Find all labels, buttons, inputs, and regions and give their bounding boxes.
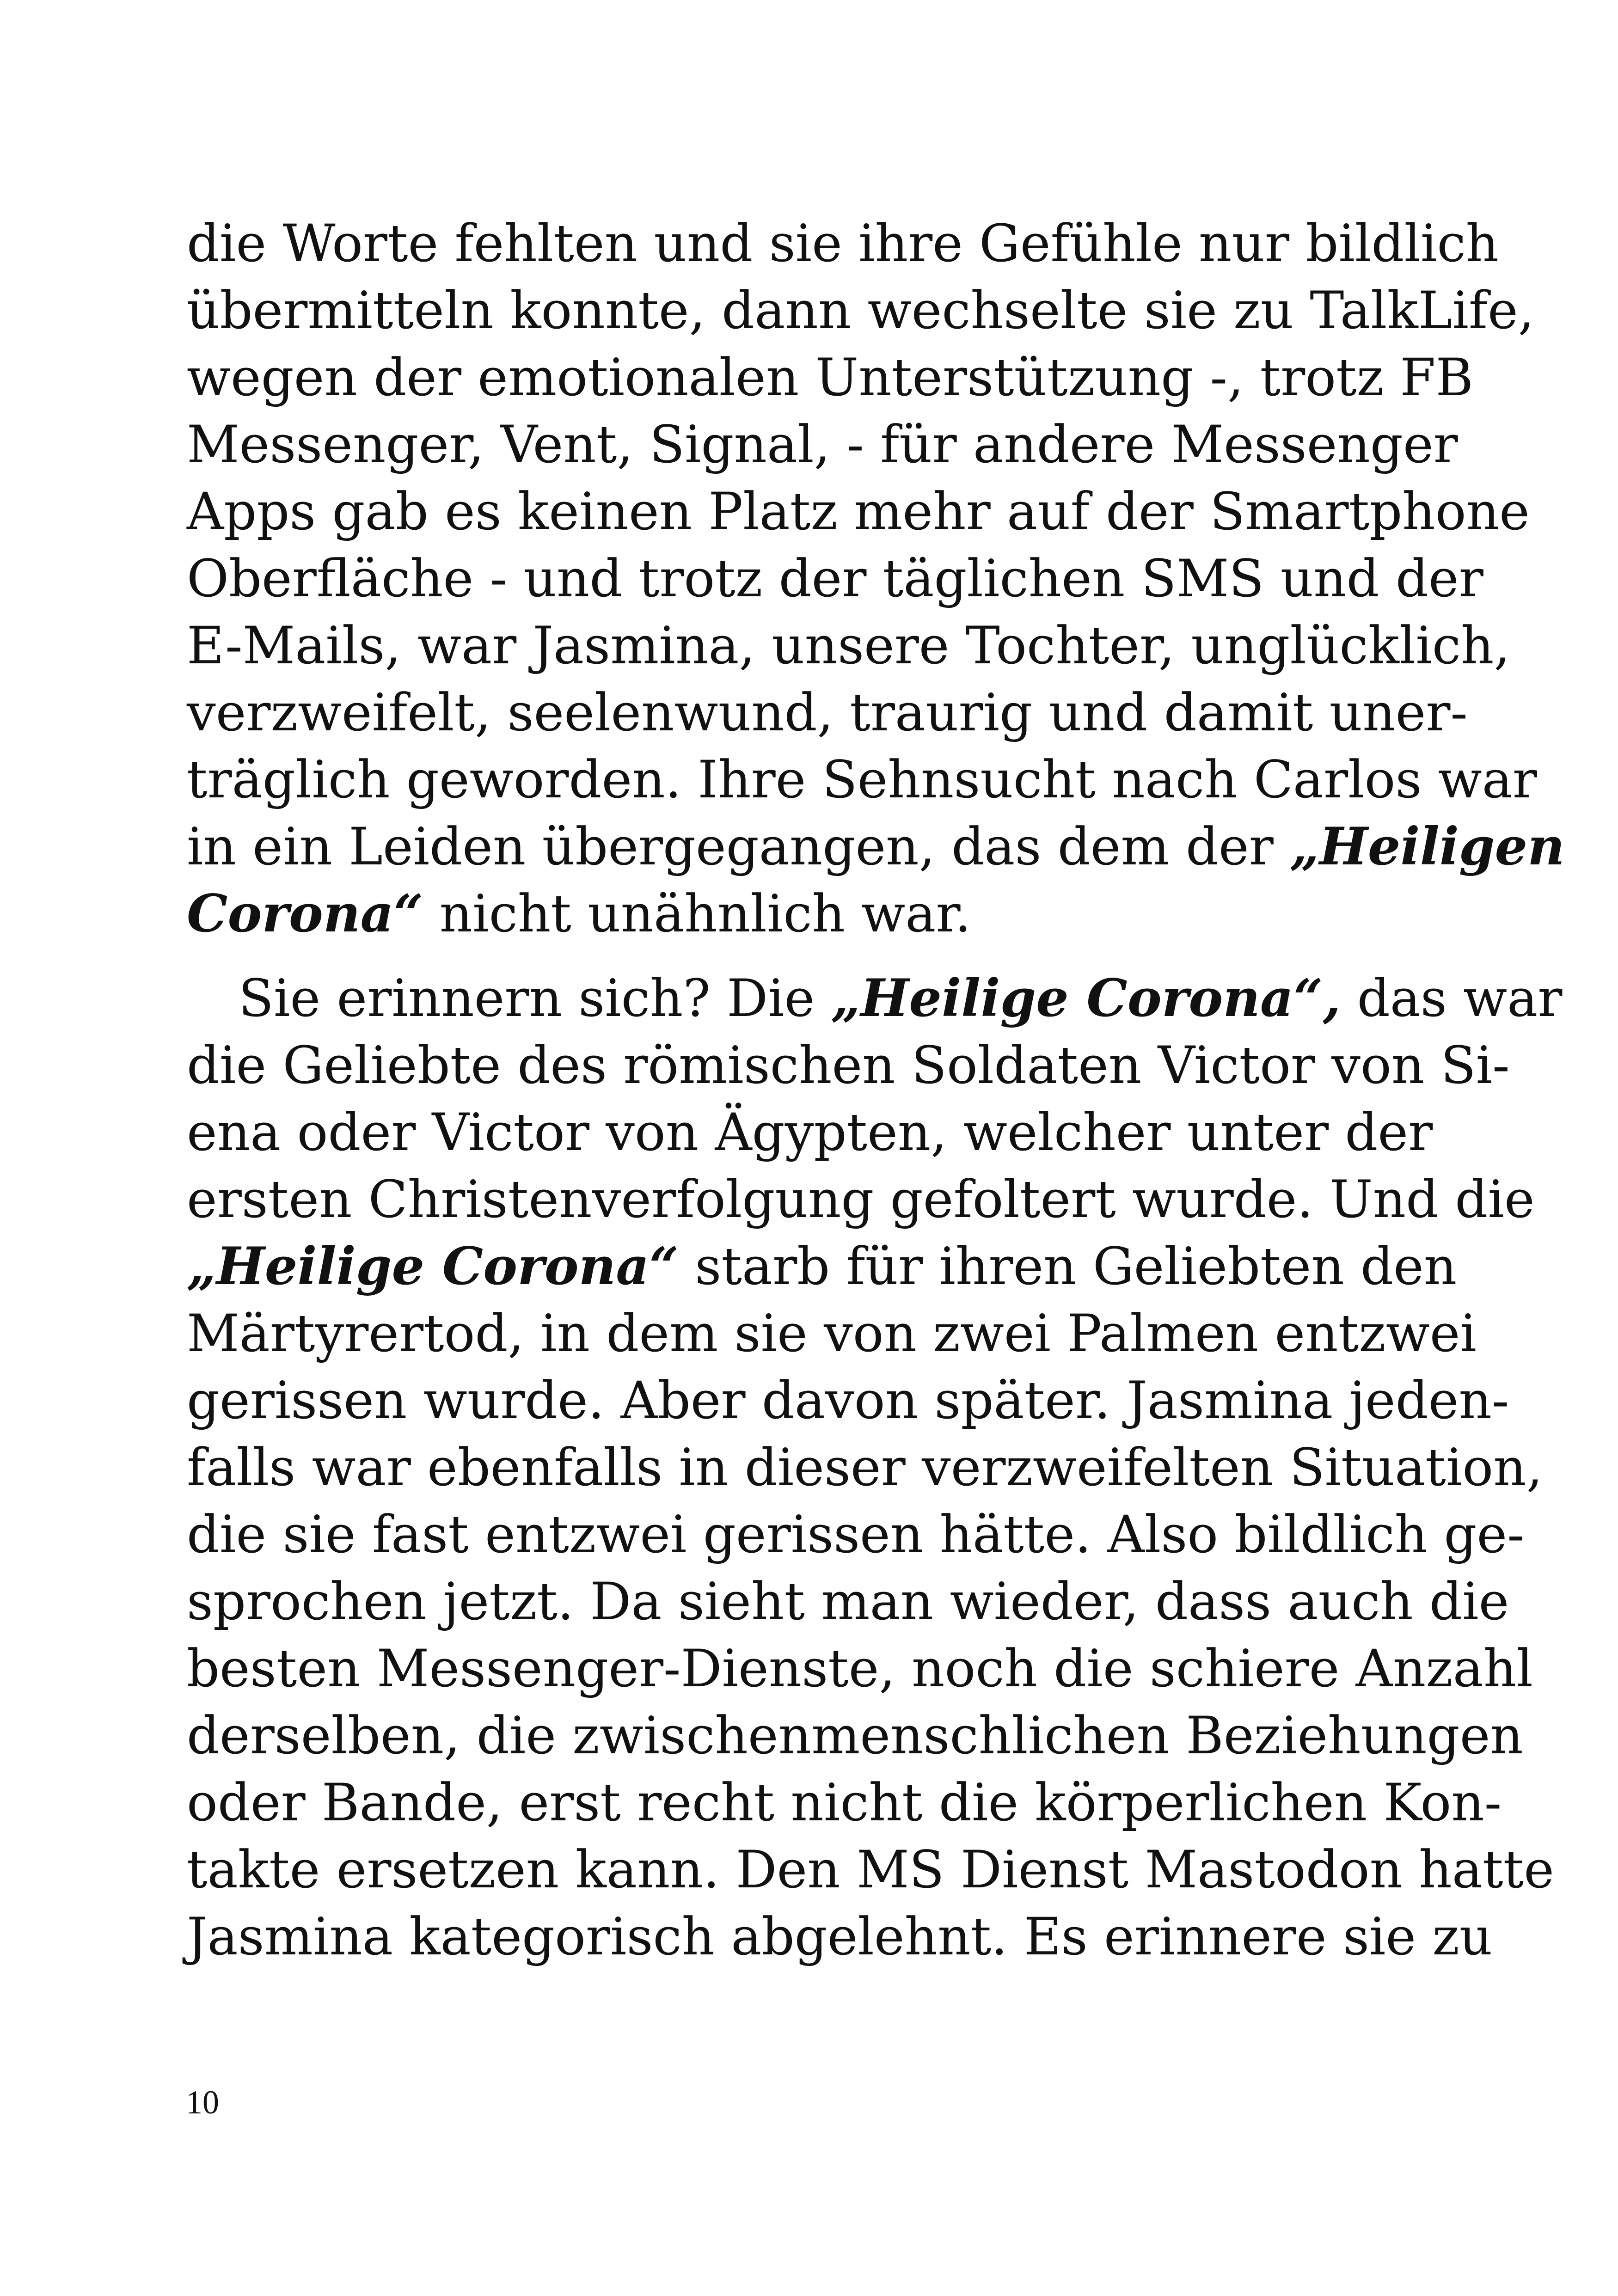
- text-line: träglich geworden. Ihre Sehnsucht nach Carlos war: [187, 750, 1537, 810]
- text-run: das war: [1341, 969, 1563, 1029]
- text-line: takte ersetzen kann. Den MS Dienst Mastodon hatte: [187, 1840, 1554, 1900]
- text-line: [187, 881, 1410, 948]
- text-line: E-Mails, war Jasmina, unsere Tochter, unglücklich,: [187, 616, 1510, 676]
- text-line: ersten Christenverfolgung gefoltert wurde. Und die: [187, 1170, 1535, 1230]
- text-line: gerissen wurde. Aber davon später. Jasmina jeden-: [187, 1371, 1509, 1431]
- paragraph-2: [187, 965, 1563, 1971]
- emphasis-heiligen: „Heiligen: [1290, 817, 1565, 877]
- text-line: Oberfläche - und trotz der täglichen SMS und der: [187, 549, 1483, 609]
- text-line: ena oder Victor von Ägypten, welcher unter der: [187, 1103, 1433, 1163]
- text-line: wegen der emotionalen Unterstützung -, trotz FB: [187, 348, 1474, 408]
- text-line: Märtyrertod, in dem sie von zwei Palmen entzwei: [187, 1304, 1477, 1364]
- text-run: nicht unähnlich war.: [423, 884, 971, 944]
- paragraph-1: [187, 210, 1565, 948]
- text-line: Apps gab es keinen Platz mehr auf der Smartphone: [187, 482, 1530, 542]
- text-line: besten Messenger-Dienste, noch die schiere Anzahl: [187, 1639, 1533, 1699]
- emphasis-heilige-corona: „Heilige Corona“,: [831, 968, 1341, 1029]
- text-run: Sie erinnern sich? Die: [239, 969, 831, 1029]
- text-line: sprochen jetzt. Da sieht man wieder, dass auch die: [187, 1572, 1509, 1632]
- text-line: derselben, die zwischenmenschlichen Beziehungen: [187, 1706, 1523, 1766]
- text-line: Jasmina kategorisch abgelehnt. Es erinnere sie zu: [187, 1907, 1493, 1967]
- text-run: in ein Leiden übergegangen, das dem der: [187, 817, 1290, 877]
- text-line: die sie fast entzwei gerissen hätte. Also bildlich ge-: [187, 1505, 1525, 1565]
- text-run: starb für ihren Geliebten den: [679, 1237, 1457, 1297]
- body-text: [187, 210, 1565, 1971]
- text-line: Messenger, Vent, Signal, - für andere Messenger: [187, 415, 1458, 475]
- emphasis-heilige-corona: „Heilige Corona“: [187, 1237, 679, 1297]
- text-line: [187, 965, 1563, 1032]
- page-number: 10: [186, 2084, 219, 2121]
- text-line: [187, 1233, 1457, 1300]
- text-line: verzweifelt, seelenwund, traurig und damit uner-: [187, 683, 1468, 743]
- text-line: falls war ebenfalls in dieser verzweifelten Situation,: [187, 1438, 1543, 1498]
- text-line: [187, 814, 1565, 881]
- emphasis-corona: Corona“: [187, 884, 423, 944]
- text-line: die Worte fehlten und sie ihre Gefühle nur bildlich: [187, 214, 1499, 274]
- text-line: die Geliebte des römischen Soldaten Victor von Si-: [187, 1036, 1510, 1096]
- text-line: übermitteln konnte, dann wechselte sie zu TalkLife,: [187, 281, 1535, 341]
- text-line: oder Bande, erst recht nicht die körperlichen Kon-: [187, 1773, 1502, 1833]
